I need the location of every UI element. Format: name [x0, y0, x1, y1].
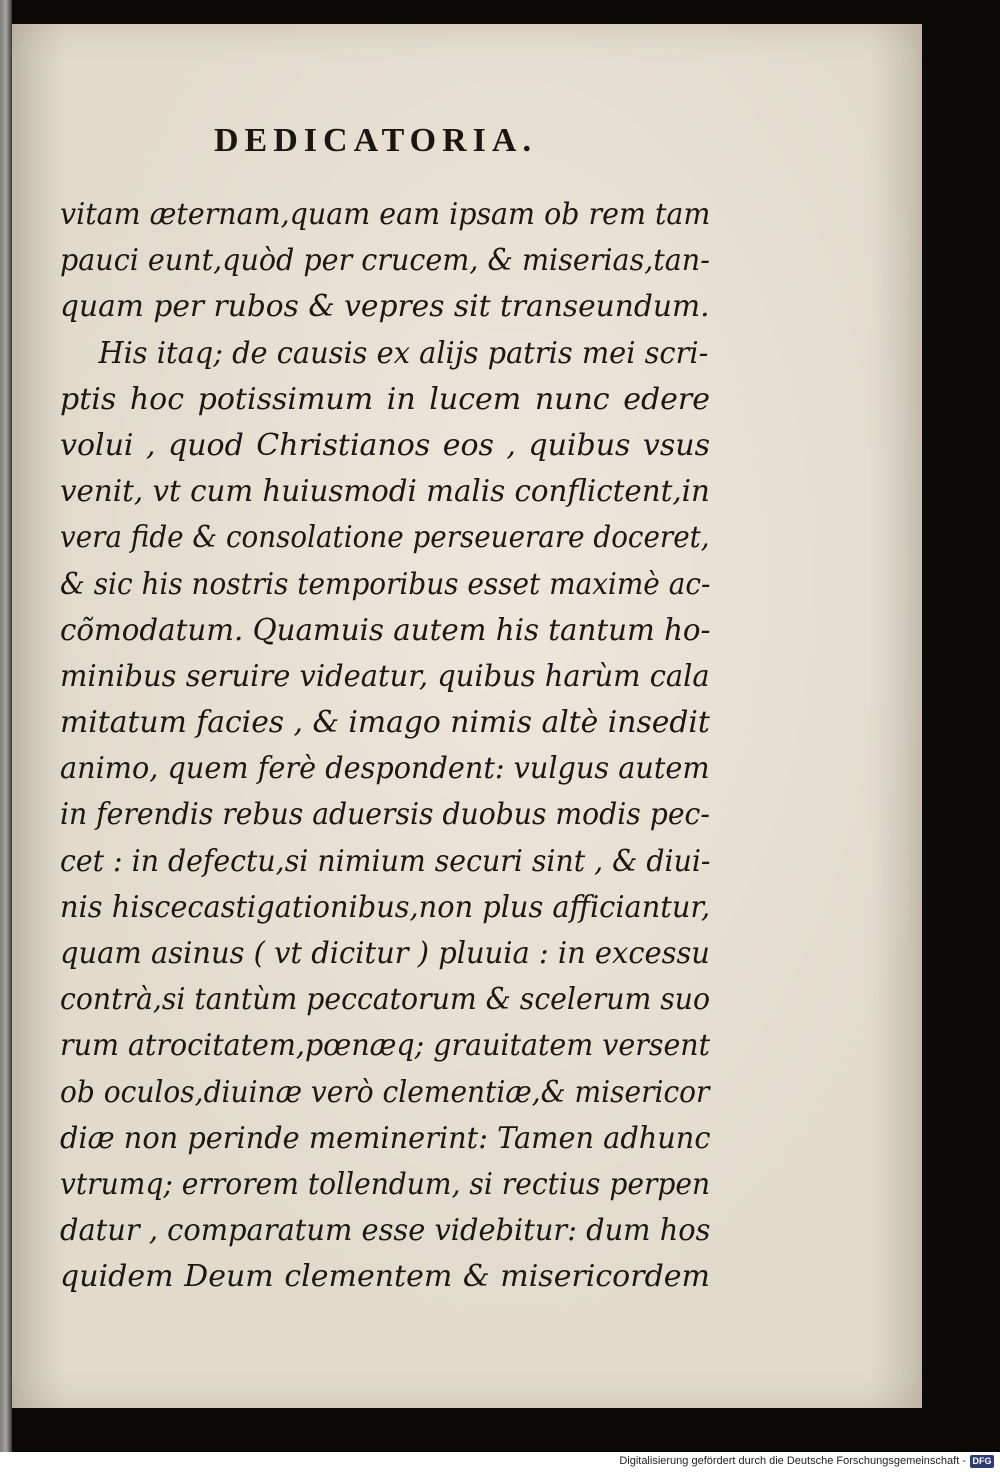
text-line: cet : in defectu,si nimium securi sint , & diui-	[60, 843, 711, 879]
running-head: DEDICATORIA.	[214, 122, 537, 159]
text-line: vtrumq; errorem tollendum, si rectius perpen	[60, 1166, 711, 1202]
text-line: nis hiscecastigationibus,non plus afficiantur,	[60, 889, 711, 925]
footer-bar	[0, 1452, 1000, 1472]
text-line: cõmodatum. Quamuis autem his tantum ho-	[60, 612, 711, 648]
text-line: mitatum facies , & imago nimis altè insedit	[60, 705, 710, 741]
text-line: quam per rubos & vepres sit transeundum.	[60, 289, 710, 325]
text-line: quam asinus ( vt dicitur ) pluuia : in excessu	[60, 936, 710, 971]
text-line: volui , quod Christianos eos , quibus vsus	[60, 427, 710, 463]
text-line: quidem Deum clementem & misericordem	[60, 1259, 710, 1295]
text-line: pauci eunt,quòd per crucem, & miserias,tan-	[60, 243, 710, 279]
text-line: vera fide & consolatione perseuerare doceret,	[60, 520, 710, 556]
text-line: diæ non perinde meminerint: Tamen adhunc	[60, 1120, 711, 1156]
dfg-logo: DFG	[970, 1455, 994, 1468]
text-line: ptis hoc potissimum in lucem nunc edere	[60, 381, 710, 417]
funding-credit: Digitalisierung gefördert durch die Deutsche Forschungsgemeinschaft -	[619, 1455, 966, 1467]
text-line: minibus seruire videatur, quibus harùm cala	[60, 658, 710, 694]
text-line: His itaq; de causis ex alijs patris mei scri-	[98, 335, 709, 371]
text-line: vitam æternam,quam eam ipsam ob rem tam	[60, 197, 711, 232]
text-line: in ferendis rebus aduersis duobus modis pec-	[60, 797, 710, 833]
text-line: rum atrocitatem,pœnæq; grauitatem versent	[60, 1028, 711, 1064]
text-line: ob oculos,diuinæ verò clementiæ,& misericor	[60, 1074, 710, 1110]
text-line: & sic his nostris temporibus esset maximè ac-	[60, 566, 711, 602]
text-line: animo, quem ferè despondent: vulgus autem	[60, 751, 710, 787]
book-edge	[0, 0, 12, 1452]
text-line: contrà,si tantùm peccatorum & scelerum suo	[60, 982, 711, 1018]
text-line: datur , comparatum esse videbitur: dum hos	[60, 1213, 711, 1249]
text-line: venit, vt cum huiusmodi malis conflictent,in	[60, 474, 710, 510]
body-text	[60, 192, 710, 1301]
